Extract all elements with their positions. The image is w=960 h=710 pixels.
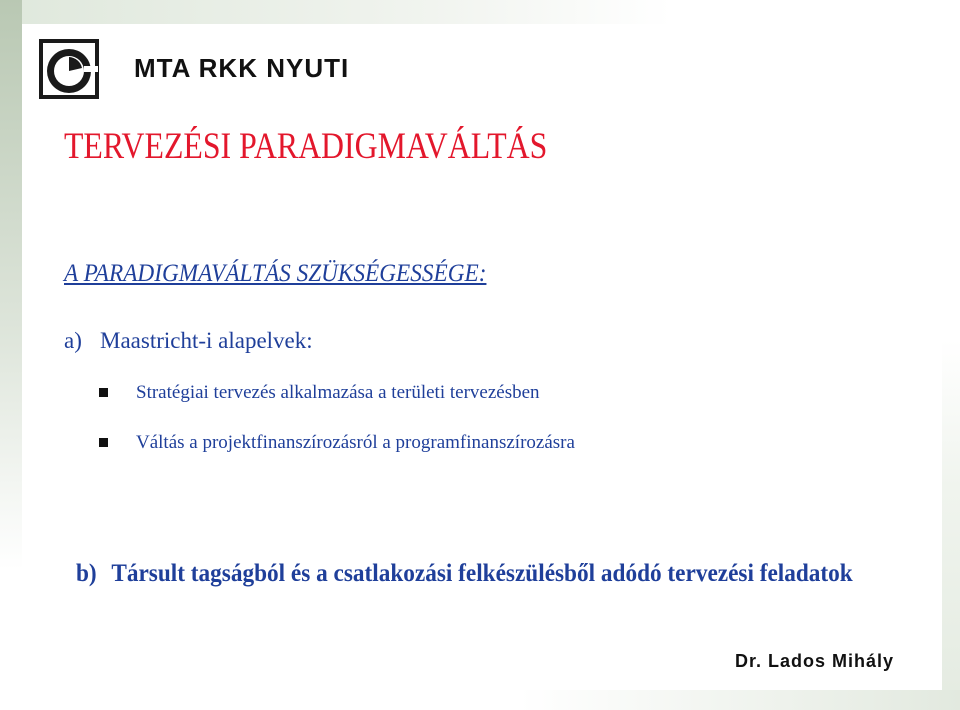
bullet-text: Stratégiai tervezés alkalmazása a területi tervezésben <box>136 382 540 403</box>
section-b-text: Társult tagságból és a csatlakozási felkészülésből adódó tervezési feladatok <box>111 560 853 587</box>
section-b-heading <box>76 560 853 588</box>
bottom-decor-band <box>520 690 960 710</box>
page-title: TERVEZÉSI PARADIGMAVÁLTÁS <box>64 126 548 167</box>
section-a-marker: a) <box>64 328 82 353</box>
right-decor-band <box>942 340 960 710</box>
square-bullet-icon <box>99 388 108 397</box>
section-a-text: Maastricht-i alapelvek: <box>100 328 313 353</box>
section-b-marker: b) <box>76 560 97 587</box>
left-decor-band <box>0 0 22 570</box>
top-decor-band <box>0 0 960 24</box>
bullet-text: Váltás a projektfinanszírozásról a programfinanszírozásra <box>136 432 575 453</box>
subtitle: A PARADIGMAVÁLTÁS SZÜKSÉGESSÉGE: <box>64 260 487 287</box>
section-a-heading <box>64 328 313 354</box>
clock-logo-icon <box>38 38 100 100</box>
author-name: Dr. Lados Mihály <box>735 651 895 671</box>
square-bullet-icon <box>99 438 108 447</box>
logo-text: MTA RKK NYUTI <box>134 53 350 83</box>
